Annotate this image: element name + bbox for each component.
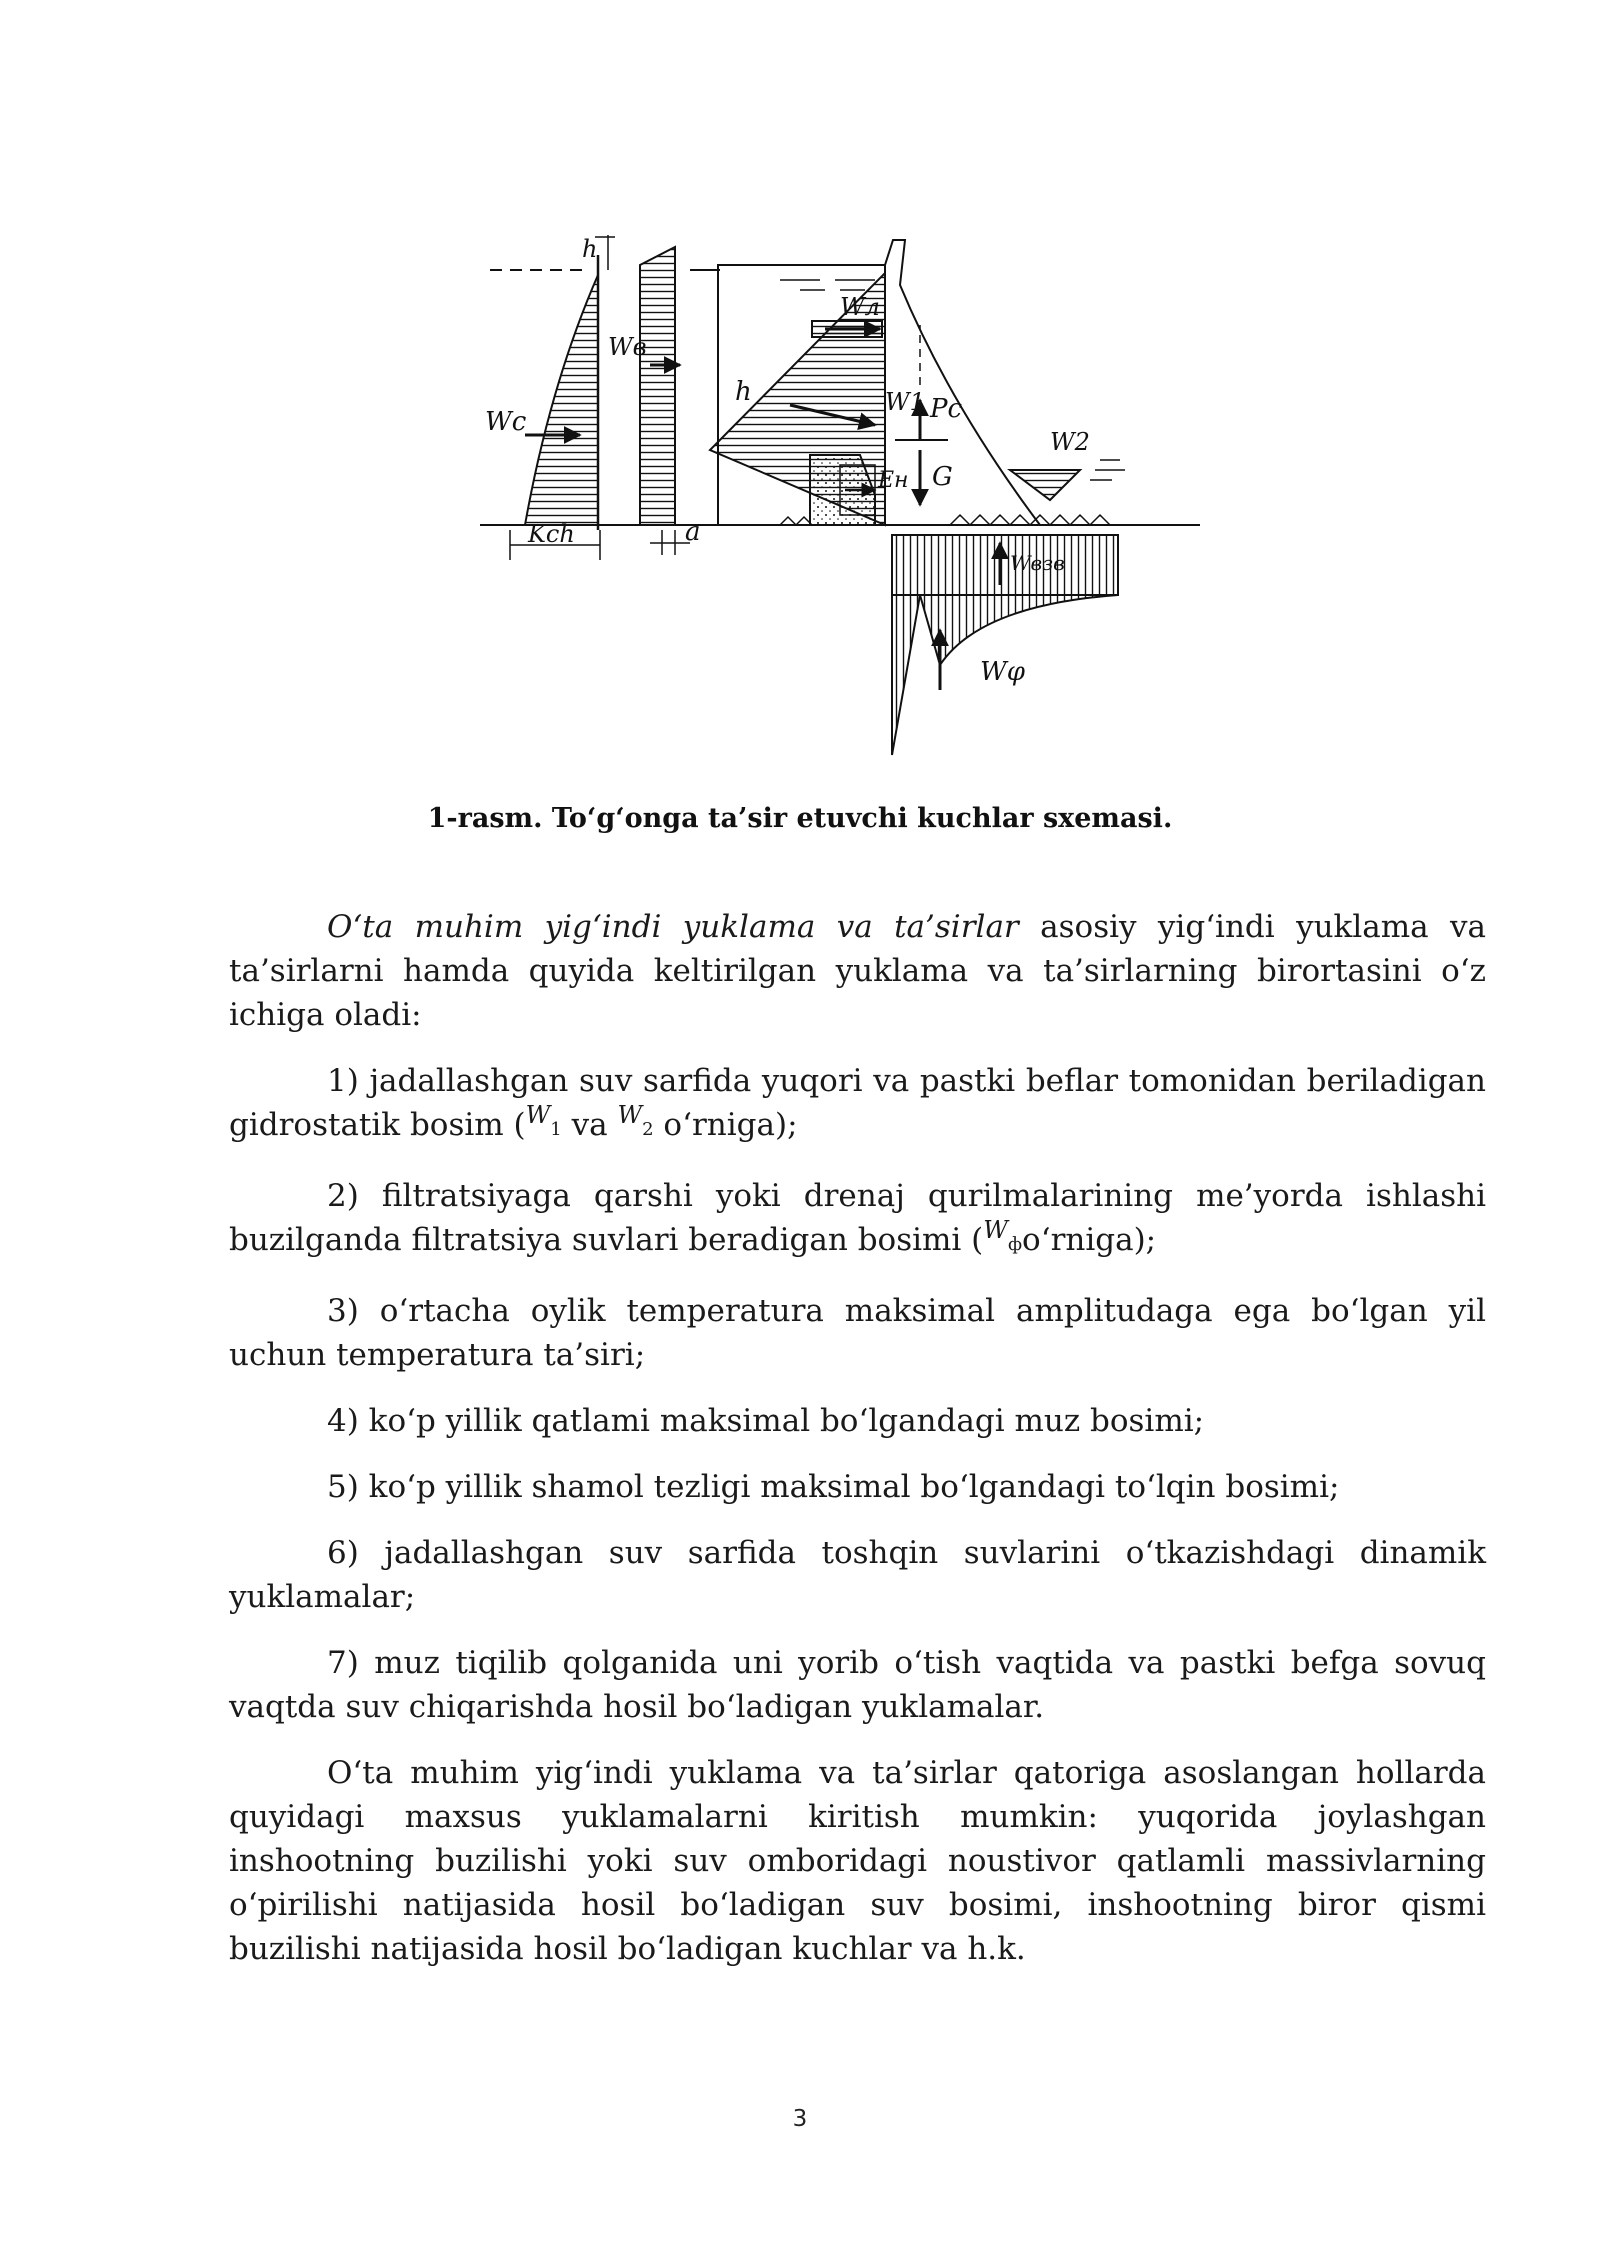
item-2-end: o‘rniga);	[1022, 1222, 1157, 1258]
label-h-main: h	[735, 377, 752, 407]
list-item-2	[229, 1174, 1486, 1267]
intro-paragraph	[229, 905, 1486, 1037]
list-item-3: 3) o‘rtacha oylik temperatura maksimal amplitudaga ega bo‘lgan yil uchun temperatura ta’siri;	[229, 1293, 1486, 1373]
closing-paragraph: O‘ta muhim yig‘indi yuklama va ta’sirlar qatoriga asoslangan hollarda quyidagi maxsus yuklamalarni kiritish mumkin: yuqorida joylashgan inshootning buzilishi yoki suv omboridagi noustivor qatlamli massivlarning o‘pirilishi natijasida hosil bo‘ladigan suv bosimi, inshootning biror qismi buzilishi natijasida hosil bo‘ladigan kuchlar va h.k.	[229, 1755, 1486, 1967]
body-text	[229, 905, 1486, 1971]
list-item-1	[229, 1059, 1486, 1152]
label-wv: Wв	[608, 333, 647, 361]
w-subscript-2: 2	[642, 1119, 654, 1140]
label-a: a	[685, 517, 701, 547]
upstream-water	[780, 280, 875, 290]
item-1-end: o‘rniga);	[653, 1107, 798, 1143]
label-en: Eн	[878, 468, 909, 493]
label-kch: Kch	[528, 520, 575, 548]
label-wl: Wл	[840, 293, 880, 321]
label-wvzv: Wвзв	[1010, 551, 1065, 575]
label-w1: W1	[885, 388, 925, 416]
intro-rest: asosiy yig‘indi yuklama va ta’sirlarni hamda quyida keltirilgan yuklama va ta’sirlarning birortasini o‘z ichiga oladi:	[229, 909, 1486, 1033]
downstream-water	[1010, 460, 1125, 500]
dam-force-diagram	[480, 225, 1250, 765]
uplift-pressure-diagram	[892, 535, 1118, 755]
item-2-text: 2) filtratsiyaga qarshi yoki drenaj qurilmalarining me’yorda ishlashi buzilganda filtratsiya suvlari beradigan bosimi (	[229, 1178, 1486, 1258]
figure-caption: 1-rasm. To‘g‘onga ta’sir etuvchi kuchlar sxemasi.	[427, 803, 1173, 834]
list-item-6: 6) jadallashgan suv sarfida toshqin suvlarini o‘tkazishdagi dinamik yuklamalar;	[229, 1535, 1486, 1615]
w-symbol: W	[525, 1101, 551, 1129]
label-wf: Wφ	[980, 657, 1025, 687]
page-number: 3	[792, 2106, 808, 2132]
list-item-4: 4) ko‘p yillik qatlami maksimal bo‘lgandagi muz bosimi;	[327, 1403, 1205, 1439]
label-pc: Pc	[930, 394, 963, 424]
label-w2: W2	[1050, 428, 1090, 456]
list-item-5: 5) ko‘p yillik shamol tezligi maksimal bo‘lgandagi to‘lqin bosimi;	[327, 1469, 1340, 1505]
item-1-text: 1) jadallashgan suv sarfida yuqori va pastki beflar tomonidan beriladigan gidrostatik bosim (	[229, 1063, 1486, 1143]
label-g: G	[932, 462, 953, 492]
sediment-pressure	[810, 455, 875, 525]
list-item-7: 7) muz tiqilib qolganida uni yorib o‘tish vaqtida va pastki befga sovuq vaqtda suv chiqarishda hosil bo‘ladigan yuklamalar.	[229, 1645, 1486, 1725]
w-symbol: W	[983, 1216, 1008, 1244]
ice-pressure-triangle	[525, 255, 598, 530]
label-h-top: h	[582, 235, 598, 263]
label-wc: Wc	[485, 407, 527, 437]
w-subscript-f: ф	[1007, 1234, 1023, 1255]
intro-lead: O‘ta muhim yig‘indi yuklama va ta’sirlar	[327, 909, 1019, 945]
w-subscript-1: 1	[550, 1119, 562, 1140]
w-symbol: W	[617, 1101, 643, 1129]
item-1-and: va	[561, 1107, 618, 1143]
wave-pressure-diagram	[640, 247, 680, 525]
